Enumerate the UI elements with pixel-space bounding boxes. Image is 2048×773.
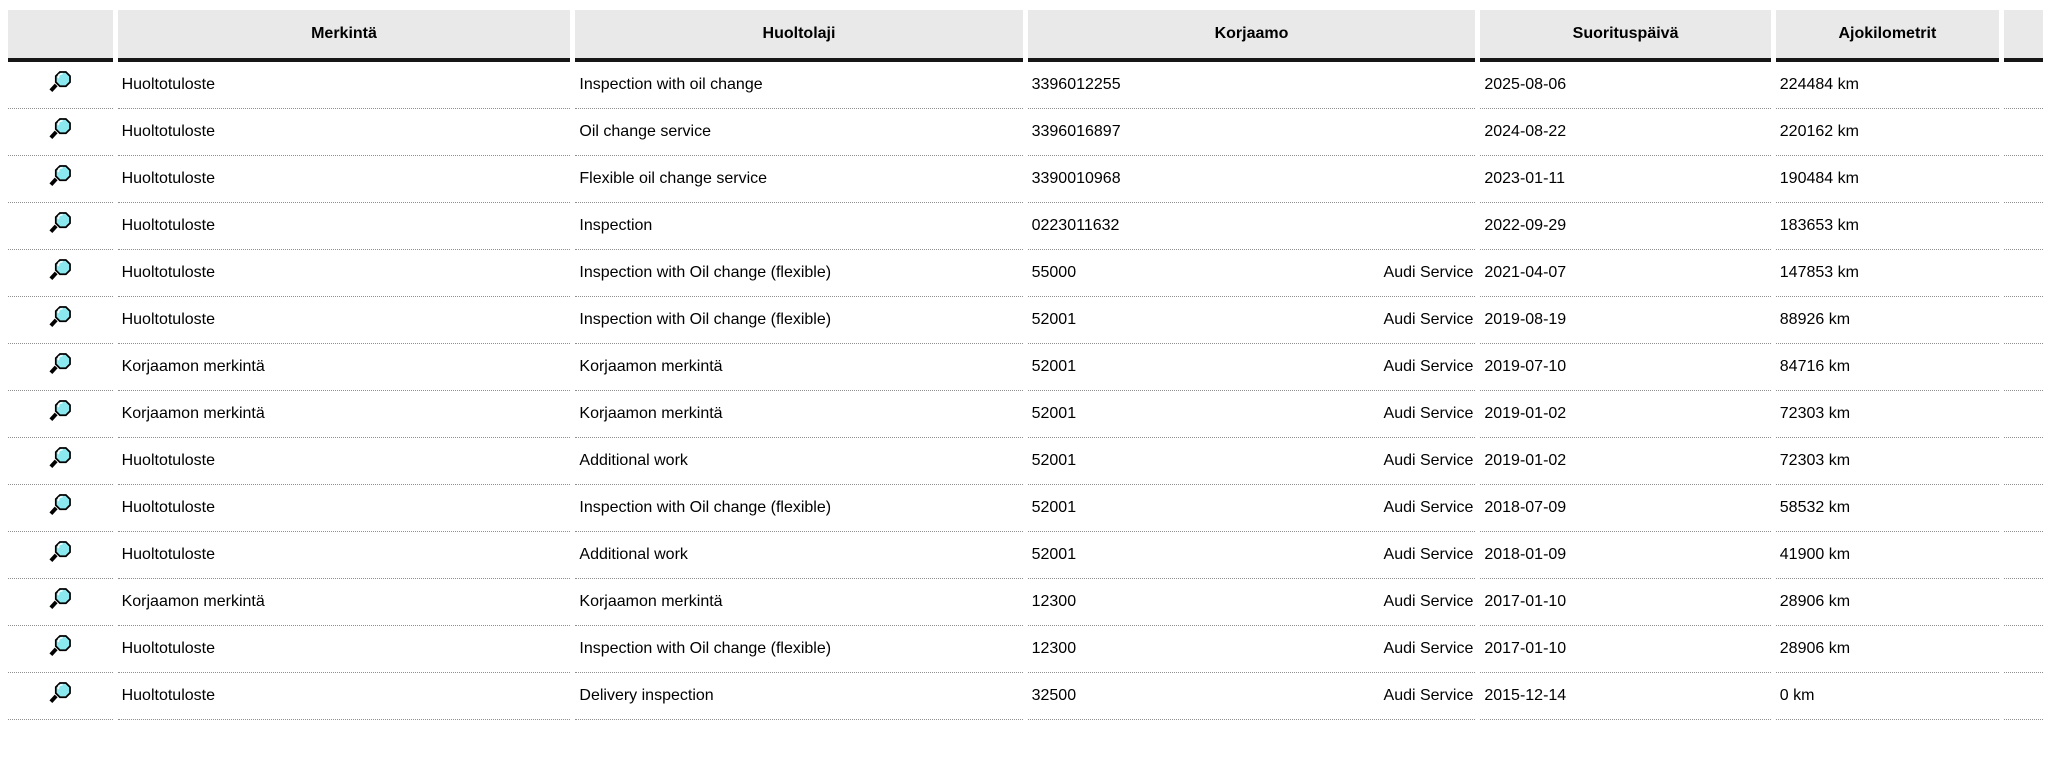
cell-korjaamo	[1028, 62, 1476, 109]
open-record-button[interactable]	[48, 163, 73, 190]
open-record-button[interactable]	[48, 398, 73, 425]
cell-partial	[2004, 203, 2043, 250]
magnifier-icon	[48, 210, 73, 237]
service-history-table	[3, 10, 2048, 720]
cell-korjaamo	[1028, 297, 1476, 344]
korjaamo-name: Audi Service	[1383, 687, 1474, 704]
table-row	[8, 626, 2043, 673]
column-header-partial	[2004, 10, 2043, 62]
row-icon-cell	[8, 673, 113, 720]
table-row	[8, 109, 2043, 156]
cell-merkinta: Huoltotuloste	[118, 250, 571, 297]
cell-suorituspaiva: 2018-07-09	[1480, 485, 1770, 532]
row-icon-cell	[8, 626, 113, 673]
cell-suorituspaiva: 2015-12-14	[1480, 673, 1770, 720]
column-header-ajokilometrit: Ajokilometrit	[1776, 10, 1999, 62]
cell-merkinta: Huoltotuloste	[118, 297, 571, 344]
cell-partial	[2004, 250, 2043, 297]
open-record-button[interactable]	[48, 304, 73, 331]
cell-suorituspaiva: 2018-01-09	[1480, 532, 1770, 579]
table-row	[8, 532, 2043, 579]
cell-ajokilometrit: 190484 km	[1776, 156, 1999, 203]
cell-ajokilometrit: 28906 km	[1776, 626, 1999, 673]
cell-partial	[2004, 109, 2043, 156]
row-icon-cell	[8, 579, 113, 626]
cell-ajokilometrit: 183653 km	[1776, 203, 1999, 250]
cell-merkinta: Huoltotuloste	[118, 485, 571, 532]
cell-korjaamo	[1028, 203, 1476, 250]
korjaamo-code: 32500	[1031, 687, 1077, 704]
cell-huoltolaji: Flexible oil change service	[575, 156, 1022, 203]
cell-ajokilometrit: 41900 km	[1776, 532, 1999, 579]
korjaamo-name: Audi Service	[1383, 405, 1474, 422]
cell-suorituspaiva: 2017-01-10	[1480, 579, 1770, 626]
cell-huoltolaji: Korjaamon merkintä	[575, 579, 1022, 626]
cell-partial	[2004, 532, 2043, 579]
cell-ajokilometrit: 220162 km	[1776, 109, 1999, 156]
cell-huoltolaji: Inspection	[575, 203, 1022, 250]
cell-korjaamo	[1028, 673, 1476, 720]
open-record-button[interactable]	[48, 492, 73, 519]
cell-ajokilometrit: 147853 km	[1776, 250, 1999, 297]
magnifier-icon	[48, 304, 73, 331]
korjaamo-code: 52001	[1031, 358, 1077, 375]
cell-korjaamo	[1028, 485, 1476, 532]
magnifier-icon	[48, 680, 73, 707]
table-row	[8, 344, 2043, 391]
korjaamo-name: Audi Service	[1383, 640, 1474, 657]
cell-partial	[2004, 485, 2043, 532]
cell-merkinta: Huoltotuloste	[118, 109, 571, 156]
cell-korjaamo	[1028, 438, 1476, 485]
magnifier-icon	[48, 633, 73, 660]
korjaamo-name: Audi Service	[1383, 358, 1474, 375]
open-record-button[interactable]	[48, 69, 73, 96]
cell-partial	[2004, 344, 2043, 391]
korjaamo-code: 3396012255	[1031, 76, 1121, 93]
cell-merkinta: Huoltotuloste	[118, 673, 571, 720]
cell-ajokilometrit: 88926 km	[1776, 297, 1999, 344]
table-row	[8, 203, 2043, 250]
cell-huoltolaji: Additional work	[575, 438, 1022, 485]
column-header-huoltolaji: Huoltolaji	[575, 10, 1022, 62]
cell-korjaamo	[1028, 626, 1476, 673]
cell-huoltolaji: Inspection with Oil change (flexible)	[575, 250, 1022, 297]
table-row	[8, 156, 2043, 203]
cell-huoltolaji: Korjaamon merkintä	[575, 391, 1022, 438]
cell-suorituspaiva: 2019-08-19	[1480, 297, 1770, 344]
korjaamo-name: Audi Service	[1383, 593, 1474, 610]
cell-partial	[2004, 391, 2043, 438]
open-record-button[interactable]	[48, 633, 73, 660]
cell-suorituspaiva: 2019-07-10	[1480, 344, 1770, 391]
cell-partial	[2004, 156, 2043, 203]
korjaamo-code: 0223011632	[1031, 217, 1120, 234]
cell-korjaamo	[1028, 156, 1476, 203]
cell-suorituspaiva: 2017-01-10	[1480, 626, 1770, 673]
table-row	[8, 673, 2043, 720]
cell-partial	[2004, 297, 2043, 344]
cell-ajokilometrit: 224484 km	[1776, 62, 1999, 109]
table-row	[8, 62, 2043, 109]
korjaamo-name: Audi Service	[1383, 452, 1474, 469]
cell-ajokilometrit: 72303 km	[1776, 438, 1999, 485]
cell-huoltolaji: Inspection with oil change	[575, 62, 1022, 109]
korjaamo-code: 12300	[1031, 640, 1077, 657]
korjaamo-name: Audi Service	[1383, 311, 1474, 328]
korjaamo-code: 52001	[1031, 311, 1077, 328]
magnifier-icon	[48, 69, 73, 96]
cell-merkinta: Korjaamon merkintä	[118, 391, 571, 438]
cell-korjaamo	[1028, 344, 1476, 391]
open-record-button[interactable]	[48, 680, 73, 707]
open-record-button[interactable]	[48, 539, 73, 566]
cell-partial	[2004, 438, 2043, 485]
cell-merkinta: Huoltotuloste	[118, 532, 571, 579]
open-record-button[interactable]	[48, 586, 73, 613]
cell-suorituspaiva: 2023-01-11	[1480, 156, 1770, 203]
magnifier-icon	[48, 163, 73, 190]
cell-partial	[2004, 579, 2043, 626]
column-header-icon	[8, 10, 113, 62]
row-icon-cell	[8, 485, 113, 532]
korjaamo-code: 12300	[1031, 593, 1077, 610]
cell-ajokilometrit: 84716 km	[1776, 344, 1999, 391]
row-icon-cell	[8, 203, 113, 250]
cell-merkinta: Huoltotuloste	[118, 626, 571, 673]
open-record-button[interactable]	[48, 116, 73, 143]
cell-korjaamo	[1028, 579, 1476, 626]
open-record-button[interactable]	[48, 210, 73, 237]
cell-partial	[2004, 673, 2043, 720]
row-icon-cell	[8, 250, 113, 297]
korjaamo-code: 3396016897	[1031, 123, 1121, 140]
open-record-button[interactable]	[48, 445, 73, 472]
magnifier-icon	[48, 586, 73, 613]
header-row	[8, 10, 2043, 62]
column-header-korjaamo: Korjaamo	[1028, 10, 1476, 62]
cell-merkinta: Huoltotuloste	[118, 62, 571, 109]
cell-ajokilometrit: 0 km	[1776, 673, 1999, 720]
korjaamo-name: Audi Service	[1383, 264, 1474, 281]
table-row	[8, 579, 2043, 626]
cell-suorituspaiva: 2019-01-02	[1480, 391, 1770, 438]
row-icon-cell	[8, 62, 113, 109]
column-header-suorituspaiva: Suorituspäivä	[1480, 10, 1770, 62]
table-row	[8, 250, 2043, 297]
cell-huoltolaji: Inspection with Oil change (flexible)	[575, 626, 1022, 673]
magnifier-icon	[48, 351, 73, 378]
cell-partial	[2004, 626, 2043, 673]
magnifier-icon	[48, 257, 73, 284]
cell-ajokilometrit: 28906 km	[1776, 579, 1999, 626]
korjaamo-code: 52001	[1031, 452, 1077, 469]
magnifier-icon	[48, 492, 73, 519]
korjaamo-code: 52001	[1031, 405, 1077, 422]
cell-huoltolaji: Delivery inspection	[575, 673, 1022, 720]
cell-huoltolaji: Inspection with Oil change (flexible)	[575, 485, 1022, 532]
cell-huoltolaji: Inspection with Oil change (flexible)	[575, 297, 1022, 344]
cell-suorituspaiva: 2019-01-02	[1480, 438, 1770, 485]
cell-ajokilometrit: 72303 km	[1776, 391, 1999, 438]
cell-suorituspaiva: 2025-08-06	[1480, 62, 1770, 109]
korjaamo-name: Audi Service	[1383, 499, 1474, 516]
row-icon-cell	[8, 344, 113, 391]
row-icon-cell	[8, 156, 113, 203]
table-row	[8, 438, 2043, 485]
korjaamo-code: 55000	[1031, 264, 1077, 281]
row-icon-cell	[8, 532, 113, 579]
cell-merkinta: Huoltotuloste	[118, 203, 571, 250]
cell-ajokilometrit: 58532 km	[1776, 485, 1999, 532]
magnifier-icon	[48, 445, 73, 472]
cell-suorituspaiva: 2024-08-22	[1480, 109, 1770, 156]
row-icon-cell	[8, 297, 113, 344]
cell-suorituspaiva: 2021-04-07	[1480, 250, 1770, 297]
cell-korjaamo	[1028, 250, 1476, 297]
korjaamo-code: 52001	[1031, 499, 1077, 516]
korjaamo-code: 3390010968	[1031, 170, 1121, 187]
cell-partial	[2004, 62, 2043, 109]
cell-suorituspaiva: 2022-09-29	[1480, 203, 1770, 250]
column-header-merkinta: Merkintä	[118, 10, 571, 62]
table-row	[8, 485, 2043, 532]
table-row	[8, 297, 2043, 344]
open-record-button[interactable]	[48, 257, 73, 284]
cell-merkinta: Korjaamon merkintä	[118, 579, 571, 626]
magnifier-icon	[48, 539, 73, 566]
open-record-button[interactable]	[48, 351, 73, 378]
cell-huoltolaji: Additional work	[575, 532, 1022, 579]
cell-korjaamo	[1028, 109, 1476, 156]
table-row	[8, 391, 2043, 438]
cell-korjaamo	[1028, 532, 1476, 579]
korjaamo-name: Audi Service	[1383, 546, 1474, 563]
cell-merkinta: Korjaamon merkintä	[118, 344, 571, 391]
magnifier-icon	[48, 398, 73, 425]
cell-huoltolaji: Oil change service	[575, 109, 1022, 156]
korjaamo-code: 52001	[1031, 546, 1077, 563]
magnifier-icon	[48, 116, 73, 143]
row-icon-cell	[8, 391, 113, 438]
cell-huoltolaji: Korjaamon merkintä	[575, 344, 1022, 391]
cell-merkinta: Huoltotuloste	[118, 438, 571, 485]
cell-korjaamo	[1028, 391, 1476, 438]
cell-merkinta: Huoltotuloste	[118, 156, 571, 203]
row-icon-cell	[8, 109, 113, 156]
row-icon-cell	[8, 438, 113, 485]
